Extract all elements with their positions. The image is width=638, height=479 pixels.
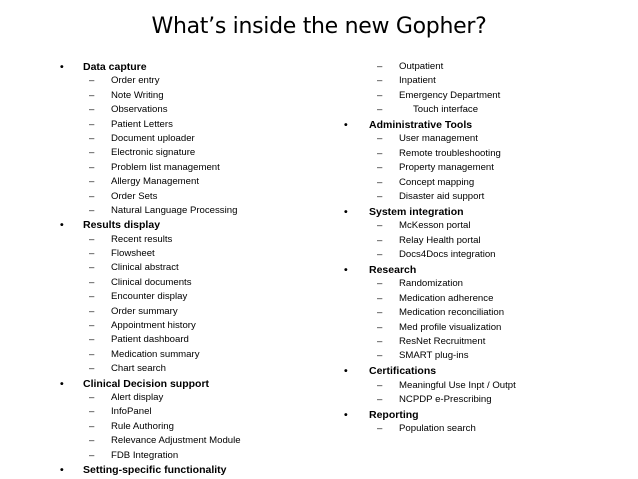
dash-icon: – <box>89 348 95 360</box>
list-item <box>60 175 350 189</box>
dash-icon: – <box>89 291 95 303</box>
list-item-label: Rule Authoring <box>111 420 174 432</box>
dash-icon: – <box>377 321 383 333</box>
list-item-label: Concept mapping <box>399 176 475 188</box>
list-item-label: Flowsheet <box>111 248 155 260</box>
list-item-label: Patient Letters <box>111 118 173 130</box>
dash-icon: – <box>89 363 95 375</box>
dash-icon: – <box>89 248 95 260</box>
list-item <box>344 234 638 248</box>
list-item-label: Order entry <box>111 75 160 87</box>
section-heading-label: Administrative Tools <box>369 119 473 132</box>
slide-title: What’s inside the new Gopher? <box>151 14 487 39</box>
list-item <box>60 74 350 88</box>
dash-icon: – <box>89 276 95 288</box>
list-item <box>60 161 350 175</box>
list-item-label: Recent results <box>111 233 173 245</box>
list-item-label: Electronic signature <box>111 147 196 159</box>
section-heading-system-integration <box>344 205 638 219</box>
list-item-label: Allergy Management <box>111 176 199 188</box>
dash-icon: – <box>89 435 95 447</box>
list-item <box>344 161 638 175</box>
list-item-label: NCPDP e-Prescribing <box>399 393 492 405</box>
list-item-label: Observations <box>111 104 168 116</box>
list-item-label: Meaningful Use Inpt / Outpt <box>399 379 516 391</box>
dash-icon: – <box>89 334 95 346</box>
section-heading-reporting <box>344 408 638 422</box>
list-item <box>344 60 638 74</box>
section-heading-setting-specific-functionality <box>60 463 350 477</box>
list-item <box>344 147 638 161</box>
dash-icon: – <box>89 204 95 216</box>
list-item <box>344 89 638 103</box>
dash-icon: – <box>377 162 383 174</box>
list-item-label: FDB Integration <box>111 449 179 461</box>
section-heading-results-display <box>60 218 350 232</box>
dash-icon: – <box>377 307 383 319</box>
dash-icon: – <box>89 233 95 245</box>
section-heading-certifications <box>344 364 638 378</box>
list-item <box>60 420 350 434</box>
dash-icon: – <box>377 249 383 261</box>
list-item <box>60 103 350 117</box>
dash-icon: – <box>89 449 95 461</box>
bullet-icon: • <box>344 119 348 132</box>
dash-icon: – <box>377 147 383 159</box>
list-item <box>60 276 350 290</box>
list-item <box>60 132 350 146</box>
list-item-label: Patient dashboard <box>111 334 189 346</box>
list-item <box>344 349 638 363</box>
section-heading-label: Setting-specific functionality <box>83 463 227 476</box>
dash-icon: – <box>377 278 383 290</box>
bullet-icon: • <box>60 377 64 390</box>
dash-icon: – <box>377 75 383 87</box>
dash-icon: – <box>89 190 95 202</box>
section-heading-label: Reporting <box>369 408 419 421</box>
list-item-label: Medication reconciliation <box>399 307 505 319</box>
list-item <box>60 333 350 347</box>
list-item <box>60 434 350 448</box>
dash-icon: – <box>377 89 383 101</box>
dash-icon: – <box>377 220 383 232</box>
list-item-label: Randomization <box>399 278 463 290</box>
dash-icon: – <box>377 379 383 391</box>
list-item-label: Clinical documents <box>111 276 192 288</box>
list-item <box>60 305 350 319</box>
list-item-label: Docs4Docs integration <box>399 249 496 261</box>
list-item <box>344 306 638 320</box>
dash-icon: – <box>377 393 383 405</box>
section-heading-label: Research <box>369 263 417 276</box>
list-item-label: Touch interface <box>413 104 479 116</box>
list-item <box>344 393 638 407</box>
list-item-label: Disaster aid support <box>399 191 485 203</box>
bullet-icon: • <box>60 61 64 73</box>
dash-icon: – <box>89 320 95 332</box>
dash-icon: – <box>89 147 95 159</box>
list-item <box>344 74 638 88</box>
list-item <box>344 321 638 335</box>
list-item-label: User management <box>399 133 478 145</box>
list-item <box>60 233 350 247</box>
section-heading-label: Clinical Decision support <box>83 377 210 390</box>
list-item-label: Inpatient <box>399 75 436 87</box>
dash-icon: – <box>89 132 95 144</box>
dash-icon: – <box>377 61 383 72</box>
list-item-label: Emergency Department <box>399 89 501 101</box>
list-item <box>60 204 350 218</box>
dash-icon: – <box>377 133 383 145</box>
dash-icon: – <box>377 292 383 304</box>
dash-icon: – <box>377 104 383 116</box>
list-item-label: McKesson portal <box>399 220 471 232</box>
list-item-label: Appointment history <box>111 320 196 332</box>
right-column <box>344 60 638 437</box>
list-item <box>60 348 350 362</box>
list-item-label: ResNet Recruitment <box>399 335 486 347</box>
list-item-label: Relay Health portal <box>399 234 481 246</box>
list-item <box>60 319 350 333</box>
list-item <box>60 146 350 160</box>
bullet-icon: • <box>344 408 348 421</box>
dash-icon: – <box>377 176 383 188</box>
section-heading-label: Certifications <box>369 365 437 378</box>
list-item <box>344 219 638 233</box>
list-item <box>60 190 350 204</box>
list-item-label: Med profile visualization <box>399 321 502 333</box>
dash-icon: – <box>89 420 95 432</box>
dash-icon: – <box>89 262 95 274</box>
list-item-label: Property management <box>399 162 494 174</box>
dash-icon: – <box>89 89 95 101</box>
section-heading-clinical-decision-support <box>60 377 350 391</box>
dash-icon: – <box>377 191 383 203</box>
list-item-label: Relevance Adjustment Module <box>111 435 241 447</box>
list-item <box>60 449 350 463</box>
dash-icon: – <box>89 161 95 173</box>
dash-icon: – <box>89 176 95 188</box>
section-heading-label: Results display <box>83 219 161 232</box>
list-item-label: Population search <box>399 423 476 435</box>
list-item <box>344 292 638 306</box>
dash-icon: – <box>377 350 383 362</box>
dash-icon: – <box>89 118 95 130</box>
list-item-label: Clinical abstract <box>111 262 179 274</box>
list-item <box>344 335 638 349</box>
list-item <box>344 103 638 117</box>
section-heading-administrative-tools <box>344 118 638 132</box>
list-item-label: Natural Language Processing <box>111 204 238 216</box>
list-item-label: Medication summary <box>111 348 200 360</box>
section-heading-label: Data capture <box>83 61 147 73</box>
bullet-icon: • <box>60 463 64 476</box>
list-item-label: Remote troubleshooting <box>399 147 501 159</box>
section-heading-label: System integration <box>369 205 464 218</box>
list-item <box>344 248 638 262</box>
list-item-label: Order summary <box>111 305 178 317</box>
list-item <box>344 422 638 436</box>
list-item <box>344 190 638 204</box>
list-item-label: InfoPanel <box>111 406 152 418</box>
list-item-label: Encounter display <box>111 291 188 303</box>
list-item <box>344 277 638 291</box>
list-item <box>344 176 638 190</box>
list-item <box>60 261 350 275</box>
list-item-label: SMART plug-ins <box>399 350 469 362</box>
list-item <box>60 362 350 376</box>
list-item <box>60 290 350 304</box>
left-column <box>60 60 350 477</box>
list-item-label: Chart search <box>111 363 166 375</box>
list-item <box>344 132 638 146</box>
list-item <box>60 391 350 405</box>
bullet-icon: • <box>344 263 348 276</box>
dash-icon: – <box>377 423 383 435</box>
list-item-label: Document uploader <box>111 132 195 144</box>
list-item <box>344 379 638 393</box>
dash-icon: – <box>89 406 95 418</box>
dash-icon: – <box>89 104 95 116</box>
section-heading-research <box>344 263 638 277</box>
list-item-label: Order Sets <box>111 190 158 202</box>
list-item <box>60 89 350 103</box>
list-item-label: Outpatient <box>399 61 444 72</box>
dash-icon: – <box>377 234 383 246</box>
bullet-icon: • <box>344 205 348 218</box>
dash-icon: – <box>89 305 95 317</box>
list-item <box>60 405 350 419</box>
list-item-label: Alert display <box>111 391 164 403</box>
list-item <box>60 118 350 132</box>
dash-icon: – <box>89 391 95 403</box>
dash-icon: – <box>89 75 95 87</box>
dash-icon: – <box>377 335 383 347</box>
list-item-label: Note Writing <box>111 89 164 101</box>
list-item-label: Problem list management <box>111 161 220 173</box>
bullet-icon: • <box>344 365 348 378</box>
list-item <box>60 247 350 261</box>
bullet-icon: • <box>60 219 64 232</box>
section-heading-data-capture <box>60 60 350 74</box>
list-item-label: Medication adherence <box>399 292 494 304</box>
